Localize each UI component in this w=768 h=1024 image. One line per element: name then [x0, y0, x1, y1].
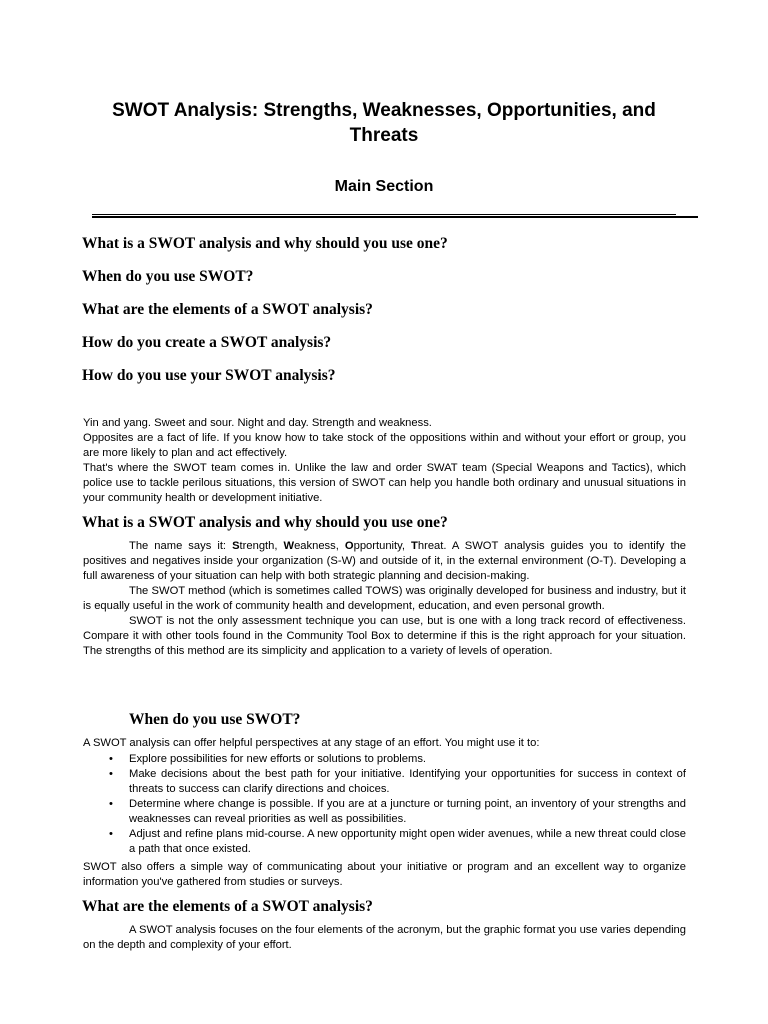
section-paragraph: The name says it: Strength, Weakness, Opportunity, Threat. A SWOT analysis guides you to identify the positives and negatives inside your organization (S-W) and outside of it, in the external environment (O-T). Developing a full awareness of your situation can help with both strategic planning and decision-making. — [83, 540, 687, 582]
bullet-icon: • — [109, 753, 113, 765]
section-what-is-body — [83, 539, 686, 659]
bullet-icon: • — [109, 828, 113, 840]
main-section-heading: Main Section — [334, 178, 434, 195]
toc-item[interactable]: How do you use your SWOT analysis? — [82, 367, 336, 384]
list-item: • Determine where change is possible. If you are at a juncture or turning point, an inventory of your strengths and weaknesses can reveal priorities as well as possibilities. — [83, 797, 686, 827]
intro-paragraph: That's where the SWOT team comes in. Unlike the law and order SWAT team (Special Weapons and Tactics), which police use to tackle perilous situations, this version of SWOT can help you handle both ordinary and unusual situations in your community health or development initiative. — [83, 462, 686, 504]
section-heading-when: When do you use SWOT? — [129, 711, 301, 728]
section-when-lead: A SWOT analysis can offer helpful perspectives at any stage of an effort. You might use it to: — [83, 737, 540, 749]
document-title: SWOT Analysis: Strengths, Weaknesses, Opportunities, and Threats — [112, 100, 656, 146]
intro-paragraph: Opposites are a fact of life. If you know how to take stock of the oppositions within and without your effort or group, you are more likely to plan and act effectively. — [83, 432, 686, 459]
toc-item[interactable]: When do you use SWOT? — [82, 268, 254, 285]
intro-text — [83, 416, 686, 506]
section-when-closing: SWOT also offers a simple way of communicating about your initiative or program and an excellent way to organize information you've gathered from studies or surveys. — [83, 861, 686, 888]
bullet-icon: • — [109, 798, 113, 810]
toc-item[interactable]: What are the elements of a SWOT analysis? — [82, 301, 373, 318]
toc-item[interactable]: What is a SWOT analysis and why should you use one? — [82, 235, 448, 252]
bullet-list — [83, 752, 686, 857]
intro-paragraph: Yin and yang. Sweet and sour. Night and day. Strength and weakness. — [83, 417, 432, 429]
section-heading-elements: What are the elements of a SWOT analysis? — [82, 898, 373, 915]
section-paragraph: SWOT is not the only assessment technique you can use, but is one with a long track record of effectiveness. Compare it with other tools found in the Community Tool Box to determine if this is the right approach for your situation. The strengths of this method are its simplicity and application to a variety of levels of operation. — [83, 615, 686, 657]
section-heading-what-is: What is a SWOT analysis and why should you use one? — [82, 514, 448, 531]
divider-thick — [92, 216, 698, 218]
divider-thin — [92, 214, 676, 215]
bullet-icon: • — [109, 768, 113, 780]
list-item: • Explore possibilities for new efforts or solutions to problems. — [83, 752, 686, 767]
table-of-contents — [82, 227, 702, 392]
list-item: • Adjust and refine plans mid-course. A new opportunity might open wider avenues, while a new threat could close a path that once existed. — [83, 827, 686, 857]
section-paragraph: The SWOT method (which is sometimes called TOWS) was originally developed for business and industry, but it is equally useful in the work of community health and development, education, and even personal growth. — [83, 585, 686, 612]
list-item: • Make decisions about the best path for your initiative. Identifying your opportunities for success in context of threats to success can clarify directions and choices. — [83, 767, 686, 797]
section-elements-paragraph: A SWOT analysis focuses on the four elements of the acronym, but the graphic format you use varies depending on the depth and complexity of your effort. — [83, 924, 686, 951]
toc-item[interactable]: How do you create a SWOT analysis? — [82, 334, 332, 351]
